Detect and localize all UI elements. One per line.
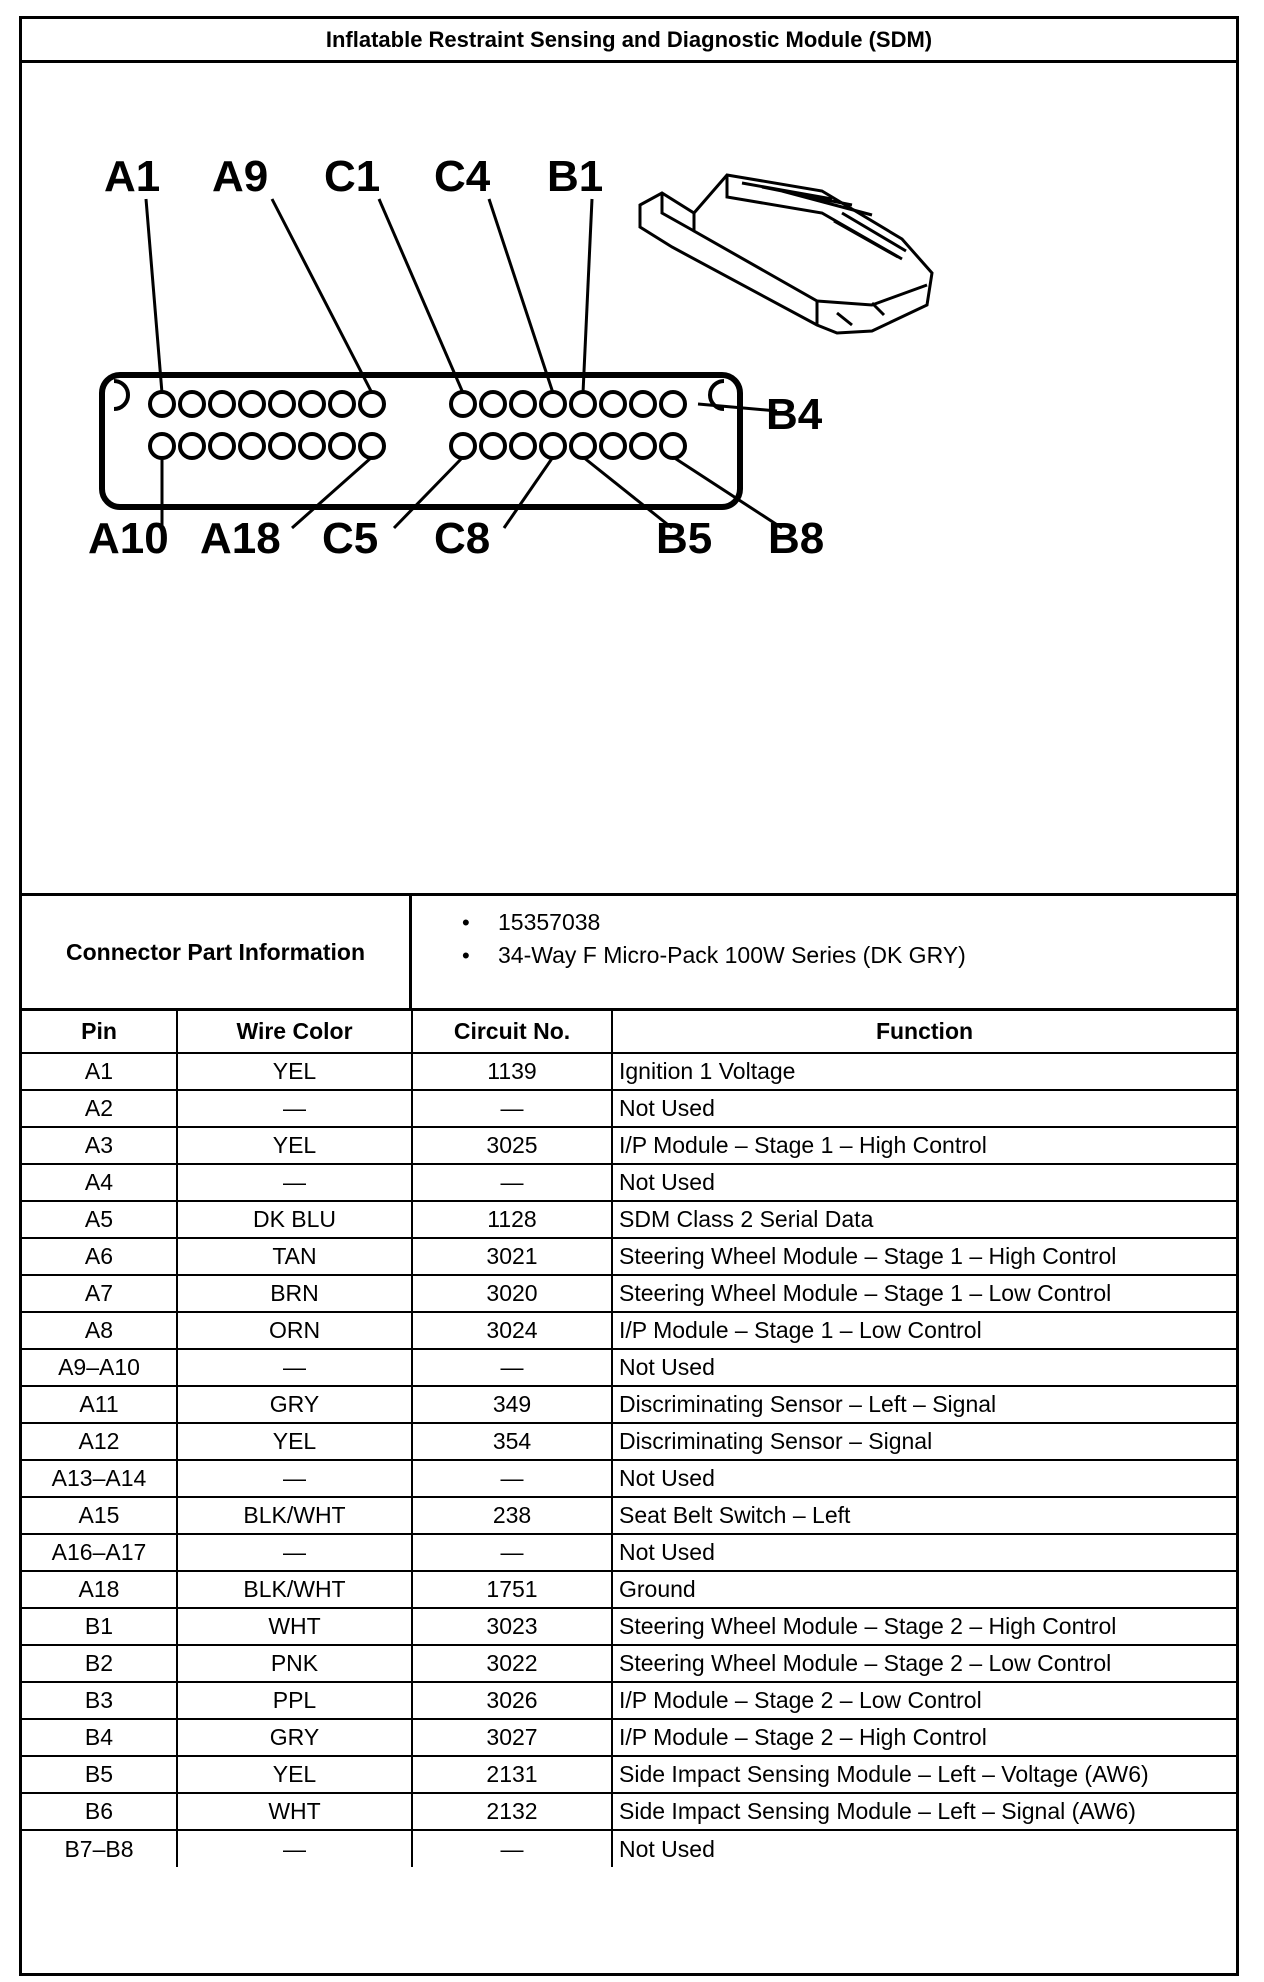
table-row <box>22 1201 1236 1238</box>
pin-cavity <box>541 434 565 458</box>
connector-sheet <box>19 16 1239 1976</box>
circuit-no-cell: — <box>412 1830 612 1867</box>
pin-cell: A9–A10 <box>22 1349 177 1386</box>
connector-description: • 34-Way F Micro-Pack 100W Series (DK GRY) <box>412 939 1236 972</box>
pin-cavity <box>661 392 685 416</box>
circuit-no-cell: — <box>412 1460 612 1497</box>
pin-cavity <box>330 392 354 416</box>
connector-part-info-label: Connector Part Information <box>22 896 412 1008</box>
wire-color-cell: — <box>177 1090 412 1127</box>
pin-cavity <box>240 392 264 416</box>
pin-cavity <box>661 434 685 458</box>
wire-color-cell: BRN <box>177 1275 412 1312</box>
circuit-no-cell: — <box>412 1164 612 1201</box>
circuit-no-cell: 349 <box>412 1386 612 1423</box>
wire-color-cell: PPL <box>177 1682 412 1719</box>
leader-line <box>379 199 463 393</box>
connector-drawing <box>22 63 1236 893</box>
wire-color-cell: YEL <box>177 1053 412 1090</box>
pin-cell: A16–A17 <box>22 1534 177 1571</box>
table-row <box>22 1608 1236 1645</box>
wire-color-cell: YEL <box>177 1423 412 1460</box>
pin-cavity <box>360 392 384 416</box>
table-row <box>22 1497 1236 1534</box>
wire-color-cell: WHT <box>177 1793 412 1830</box>
header-function: Function <box>612 1011 1236 1053</box>
pin-cavity <box>330 434 354 458</box>
callout-label-bottom: A18 <box>200 514 281 563</box>
wire-color-cell: BLK/WHT <box>177 1571 412 1608</box>
pin-cell: A6 <box>22 1238 177 1275</box>
table-row <box>22 1423 1236 1460</box>
wire-color-cell: — <box>177 1349 412 1386</box>
pin-cell: B5 <box>22 1756 177 1793</box>
pin-cavity <box>180 434 204 458</box>
table-row <box>22 1127 1236 1164</box>
wire-color-cell: — <box>177 1534 412 1571</box>
pin-cavity <box>511 434 535 458</box>
pin-cavity <box>481 392 505 416</box>
function-cell: Ground <box>612 1571 1236 1608</box>
circuit-no-cell: — <box>412 1090 612 1127</box>
pin-cell: A3 <box>22 1127 177 1164</box>
connector-housing-icon <box>837 303 884 325</box>
pin-cavity <box>571 392 595 416</box>
table-row <box>22 1275 1236 1312</box>
function-cell: Not Used <box>612 1534 1236 1571</box>
header-circuit-no: Circuit No. <box>412 1011 612 1053</box>
function-cell: Steering Wheel Module – Stage 2 – High Control <box>612 1608 1236 1645</box>
circuit-no-cell: 1128 <box>412 1201 612 1238</box>
table-row <box>22 1090 1236 1127</box>
table-row <box>22 1534 1236 1571</box>
connector-housing-icon <box>662 193 694 231</box>
part-number: • 15357038 <box>412 906 1236 939</box>
connector-housing-icon <box>727 175 902 259</box>
wire-color-cell: GRY <box>177 1386 412 1423</box>
wire-color-cell: PNK <box>177 1645 412 1682</box>
circuit-no-cell: 3025 <box>412 1127 612 1164</box>
circuit-no-cell: 238 <box>412 1497 612 1534</box>
pinout-header-row <box>22 1011 1236 1053</box>
leader-line <box>146 199 162 393</box>
pin-cell: B3 <box>22 1682 177 1719</box>
pin-cell: A18 <box>22 1571 177 1608</box>
table-row <box>22 1238 1236 1275</box>
function-cell: Steering Wheel Module – Stage 2 – Low Control <box>612 1645 1236 1682</box>
pin-cell: A15 <box>22 1497 177 1534</box>
leader-line <box>583 199 592 393</box>
pin-cell: A13–A14 <box>22 1460 177 1497</box>
circuit-no-cell: 2132 <box>412 1793 612 1830</box>
callout-label-top: B1 <box>547 152 604 201</box>
table-row <box>22 1682 1236 1719</box>
function-cell: Discriminating Sensor – Left – Signal <box>612 1386 1236 1423</box>
pin-cavity <box>360 434 384 458</box>
function-cell: Ignition 1 Voltage <box>612 1053 1236 1090</box>
table-row <box>22 1571 1236 1608</box>
function-cell: Steering Wheel Module – Stage 1 – Low Control <box>612 1275 1236 1312</box>
table-row <box>22 1053 1236 1090</box>
leader-line <box>272 199 372 393</box>
callout-label-bottom: A10 <box>88 514 169 563</box>
header-pin: Pin <box>22 1011 177 1053</box>
connector-part-info <box>22 896 1236 1011</box>
wire-color-cell: YEL <box>177 1756 412 1793</box>
wire-color-cell: TAN <box>177 1238 412 1275</box>
circuit-no-cell: 3026 <box>412 1682 612 1719</box>
table-row <box>22 1164 1236 1201</box>
pin-cavity <box>631 434 655 458</box>
function-cell: Steering Wheel Module – Stage 1 – High Control <box>612 1238 1236 1275</box>
pin-cavity <box>631 392 655 416</box>
function-cell: Discriminating Sensor – Signal <box>612 1423 1236 1460</box>
connector-part-info-list <box>412 896 1236 1018</box>
callout-label-bottom: C5 <box>322 514 379 563</box>
circuit-no-cell: 3021 <box>412 1238 612 1275</box>
callout-label-top: C1 <box>324 152 381 201</box>
connector-housing-icon <box>640 175 932 333</box>
function-cell: Not Used <box>612 1164 1236 1201</box>
pin-cell: B4 <box>22 1719 177 1756</box>
table-row <box>22 1312 1236 1349</box>
table-row <box>22 1830 1236 1867</box>
wire-color-cell: — <box>177 1164 412 1201</box>
pin-cavity <box>601 434 625 458</box>
function-cell: Not Used <box>612 1349 1236 1386</box>
pin-cavity <box>150 434 174 458</box>
pin-cell: A11 <box>22 1386 177 1423</box>
pin-cavity <box>451 392 475 416</box>
callout-label-bottom: B8 <box>768 514 825 563</box>
pin-cavity <box>451 434 475 458</box>
pin-cavity <box>240 434 264 458</box>
circuit-no-cell: 3024 <box>412 1312 612 1349</box>
function-cell: Side Impact Sensing Module – Left – Voltage (AW6) <box>612 1756 1236 1793</box>
wire-color-cell: BLK/WHT <box>177 1497 412 1534</box>
function-cell: Not Used <box>612 1460 1236 1497</box>
wire-color-cell: DK BLU <box>177 1201 412 1238</box>
pin-cavity <box>210 434 234 458</box>
pin-cavity <box>300 434 324 458</box>
function-cell: I/P Module – Stage 2 – Low Control <box>612 1682 1236 1719</box>
pin-cavity <box>571 434 595 458</box>
wire-color-cell: YEL <box>177 1127 412 1164</box>
function-cell: I/P Module – Stage 2 – High Control <box>612 1719 1236 1756</box>
pinout-table <box>22 1011 1236 1867</box>
pin-cell: B2 <box>22 1645 177 1682</box>
pin-cell: A2 <box>22 1090 177 1127</box>
circuit-no-cell: 3022 <box>412 1645 612 1682</box>
pin-cavity <box>601 392 625 416</box>
pin-cavity <box>150 392 174 416</box>
table-row <box>22 1645 1236 1682</box>
table-row <box>22 1386 1236 1423</box>
pin-cell: A4 <box>22 1164 177 1201</box>
header-wire-color: Wire Color <box>177 1011 412 1053</box>
function-cell: Not Used <box>612 1830 1236 1867</box>
function-cell: Side Impact Sensing Module – Left – Signal (AW6) <box>612 1793 1236 1830</box>
pin-cavity <box>210 392 234 416</box>
pin-cavity <box>270 392 294 416</box>
callout-label-top: A1 <box>104 152 161 201</box>
callout-label-bottom: B5 <box>656 514 713 563</box>
function-cell: SDM Class 2 Serial Data <box>612 1201 1236 1238</box>
wire-color-cell: WHT <box>177 1608 412 1645</box>
circuit-no-cell: 354 <box>412 1423 612 1460</box>
circuit-no-cell: 3020 <box>412 1275 612 1312</box>
function-cell: I/P Module – Stage 1 – High Control <box>612 1127 1236 1164</box>
function-cell: Not Used <box>612 1090 1236 1127</box>
circuit-no-cell: 1139 <box>412 1053 612 1090</box>
circuit-no-cell: 1751 <box>412 1571 612 1608</box>
wire-color-cell: GRY <box>177 1719 412 1756</box>
pin-cell: A1 <box>22 1053 177 1090</box>
table-row <box>22 1349 1236 1386</box>
table-row <box>22 1719 1236 1756</box>
wire-color-cell: — <box>177 1460 412 1497</box>
wire-color-cell: — <box>177 1830 412 1867</box>
pin-cavity <box>481 434 505 458</box>
table-row <box>22 1793 1236 1830</box>
pin-cavity <box>541 392 565 416</box>
wire-color-cell: ORN <box>177 1312 412 1349</box>
pin-cell: A7 <box>22 1275 177 1312</box>
pin-cell: A5 <box>22 1201 177 1238</box>
callout-label-top: C4 <box>434 152 491 201</box>
table-row <box>22 1756 1236 1793</box>
callout-label-top: A9 <box>212 152 269 201</box>
function-cell: I/P Module – Stage 1 – Low Control <box>612 1312 1236 1349</box>
pin-cavity <box>511 392 535 416</box>
pin-cell: B6 <box>22 1793 177 1830</box>
callout-label-right: B4 <box>766 390 823 439</box>
pin-cell: A12 <box>22 1423 177 1460</box>
pin-cell: A8 <box>22 1312 177 1349</box>
pin-cavity <box>180 392 204 416</box>
callout-label-bottom: C8 <box>434 514 491 563</box>
page-title: Inflatable Restraint Sensing and Diagnostic Module (SDM) <box>22 19 1236 63</box>
leader-line <box>489 199 553 393</box>
pin-cavity <box>270 434 294 458</box>
circuit-no-cell: 2131 <box>412 1756 612 1793</box>
connector-housing-icon <box>817 285 927 305</box>
circuit-no-cell: 3027 <box>412 1719 612 1756</box>
pin-cell: B7–B8 <box>22 1830 177 1867</box>
function-cell: Seat Belt Switch – Left <box>612 1497 1236 1534</box>
circuit-no-cell: — <box>412 1349 612 1386</box>
table-row <box>22 1460 1236 1497</box>
pin-cell: B1 <box>22 1608 177 1645</box>
pin-cavity <box>300 392 324 416</box>
circuit-no-cell: — <box>412 1534 612 1571</box>
circuit-no-cell: 3023 <box>412 1608 612 1645</box>
connector-diagram <box>22 63 1236 896</box>
